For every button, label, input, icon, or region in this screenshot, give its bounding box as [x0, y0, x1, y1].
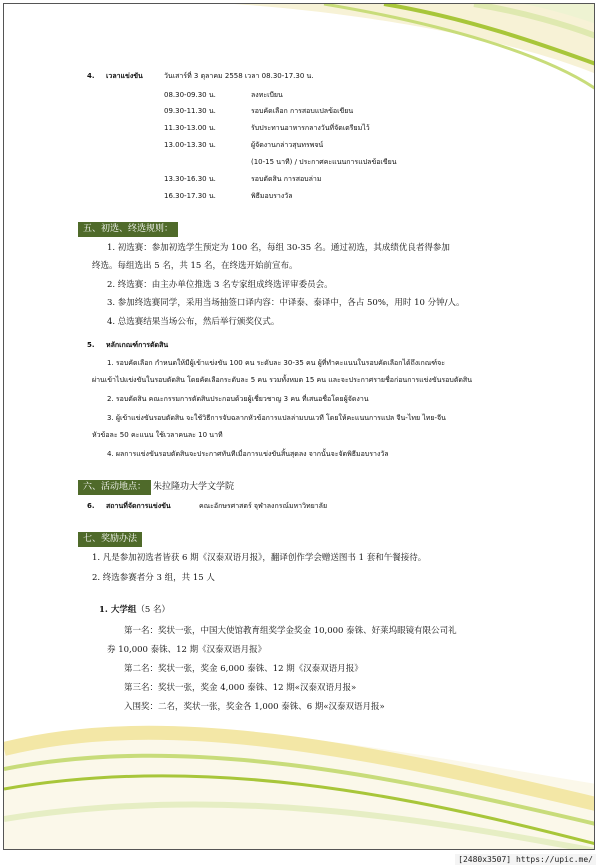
schedule-date: วันเสาร์ที่ 3 ตุลาคม 2558 เวลา 08.30-17.30 น.	[164, 72, 314, 80]
criteria-line: ผ่านเข้าไปแข่งขันในรอบตัดสิน โดยคัดเลือกระดับละ 5 คน รวมทั้งหมด 15 คน และจะประกาศรายชื่อก่อนการแข่งขันรอบตัดสิน	[92, 376, 472, 384]
schedule-time: 09.30-11.30 น.	[164, 107, 216, 115]
schedule-event: รอบคัดเลือก การสอบแปลข้อเขียน	[251, 107, 354, 115]
schedule-time: 11.30-13.00 น.	[164, 124, 216, 132]
schedule-event: รับประทานอาหารกลางวันที่จัดเตรียมไว้	[251, 124, 370, 132]
prize-line: 第三名：奖状一张，奖金 4,000 泰铢、12 期«汉泰双语月报»	[124, 683, 357, 693]
award-line: 2. 终选参赛者分 3 组，共 15 人	[92, 573, 215, 583]
section-6-heading-label: 六、活动地点：	[78, 480, 151, 495]
prize-line: 入围奖：二名，奖状一张，奖金各 1,000 泰铢、6 期«汉泰双语月报»	[124, 702, 385, 712]
venue-label: สถานที่จัดการแข่งขัน	[106, 502, 171, 510]
schedule-time: 13.30-16.30 น.	[164, 175, 216, 183]
rule-line: 1. 初选赛：参加初选学生预定为 100 名，每组 30-35 名。通过初选，其成绩优良者得参加	[107, 243, 450, 253]
prize-line: 第二名：奖状一张，奖金 6,000 泰铢、12 期《汉泰双语月报》	[124, 664, 363, 674]
section-7-heading	[78, 532, 142, 547]
criteria-line: 3. ผู้เข้าแข่งขันรอบตัดสิน จะใช้วิธีการจับฉลากหัวข้อการแปลล่ามบนเวที โดยให้คะแนนการแปล จีน-ไทย ไทย-จีน	[107, 414, 446, 422]
prize-line: 第一名：奖状一张，中国大使馆教育组奖学金奖金 10,000 泰铢、好莱坞眼镜有限公司礼	[124, 626, 457, 636]
schedule-time: 08.30-09.30 น.	[164, 91, 216, 99]
schedule-event: พิธีมอบรางวัล	[251, 192, 293, 200]
award-line: 1. 凡是参加初选者皆获 6 期《汉泰双语月报》，翻译创作学会赠送图书 1 套和午餐接待。	[92, 553, 427, 563]
section-7-heading-label: 七、奖励办法	[78, 532, 142, 547]
group-title: 1. 大学组	[99, 605, 137, 615]
criteria-number: 5.	[87, 341, 95, 349]
section-5-heading	[78, 222, 178, 237]
criteria-line: 1. รอบคัดเลือก กำหนดให้มีผู้เข้าแข่งขัน 100 คน ระดับละ 30-35 คน ผู้ที่ทำคะแนนในรอบคัดเลือกได้ถึงเกณฑ์จะ	[107, 359, 445, 367]
section-6-location: 朱拉隆功大学文学院	[153, 482, 235, 492]
document-content	[4, 4, 595, 850]
rule-line: 2. 终选赛：由主办单位推选 3 名专家组成终选评审委员会。	[107, 280, 333, 290]
schedule-event: ผู้จัดงานกล่าวสุนทรพจน์	[251, 141, 324, 149]
rule-line: 终选。每组选出 5 名，共 15 名，在终选开始前宣布。	[92, 261, 298, 271]
group-title-row	[99, 605, 170, 616]
criteria-line: 4. ผลการแข่งขันรอบตัดสินจะประกาศทันทีเมื่อการแข่งขันสิ้นสุดลง จากนั้นจะจัดพิธีมอบรางวัล	[107, 450, 389, 458]
criteria-line: 2. รอบตัดสิน คณะกรรมการตัดสินประกอบด้วยผู้เชี่ยวชาญ 3 คน ที่เสนอชื่อโดยผู้จัดงาน	[107, 395, 369, 403]
schedule-time: 16.30-17.30 น.	[164, 192, 216, 200]
watermark: [2480x3507] https://upic.me/	[455, 854, 596, 865]
section-6-heading	[78, 480, 234, 495]
rule-line: 4. 总选赛结果当场公布，然后举行颁奖仪式。	[107, 317, 280, 327]
criteria-label: หลักเกณฑ์การตัดสิน	[106, 341, 169, 349]
venue-number: 6.	[87, 502, 95, 510]
schedule-event: ลงทะเบียน	[251, 91, 283, 99]
schedule-event: รอบตัดสิน การสอบล่าม	[251, 175, 322, 183]
schedule-label: เวลาแข่งขัน	[106, 72, 143, 80]
prize-line: 券 10,000 泰铢、12 期《汉泰双语月报》	[107, 645, 267, 655]
criteria-line: หัวข้อละ 50 คะแนน ใช้เวลาคนละ 10 นาที	[92, 431, 223, 439]
section-5-heading-label: 五、初选、终选规则：	[78, 222, 178, 237]
schedule-event: (10-15 นาที) / ประกาศคะแนนการแปลข้อเขียน	[251, 158, 397, 166]
schedule-time: 13.00-13.30 น.	[164, 141, 216, 149]
venue-value: คณะอักษรศาสตร์ จุฬาลงกรณ์มหาวิทยาลัย	[199, 502, 328, 510]
schedule-number: 4.	[87, 72, 95, 80]
rule-line: 3. 参加终选赛同学，采用当场抽签口译内容：中译泰、泰译中，各占 50%，用时 10 分钟/人。	[107, 298, 465, 308]
page-frame	[3, 3, 595, 850]
group-count: （5 名）	[136, 605, 170, 615]
